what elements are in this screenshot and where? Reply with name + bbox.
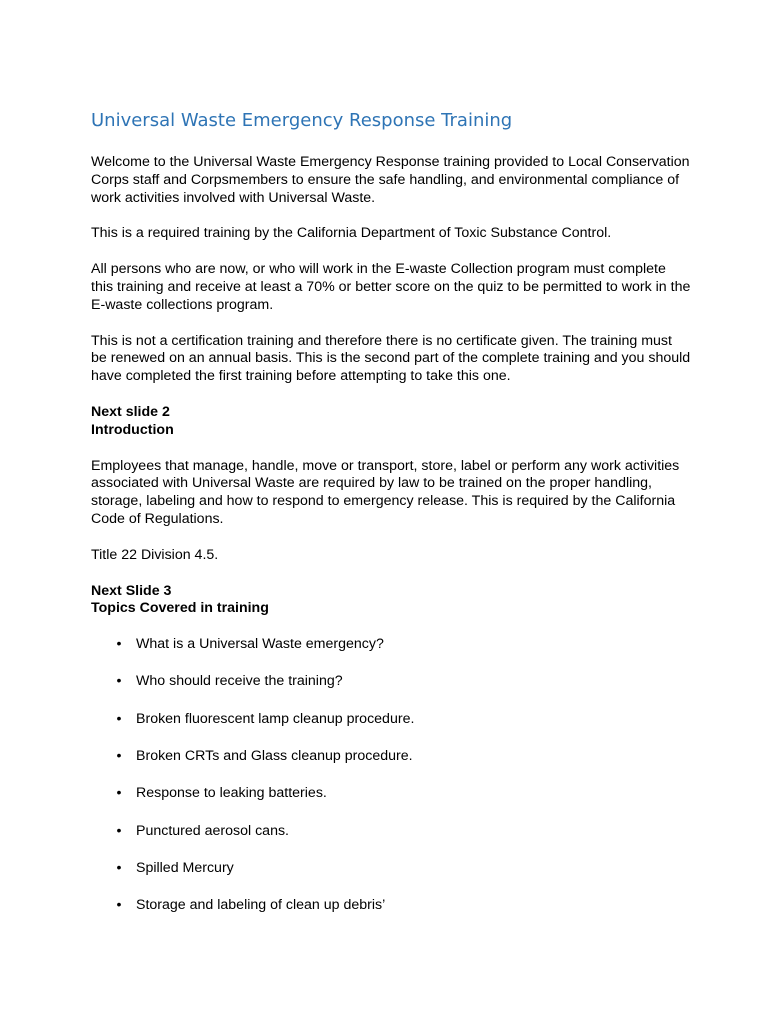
intro-paragraph-required: This is a required training by the California Department of Toxic Substance Control. xyxy=(91,225,612,242)
bullet-icon: • xyxy=(116,636,122,653)
bullet-icon: • xyxy=(116,710,122,727)
bullet-icon: • xyxy=(116,897,122,914)
list-item-text: Spilled Mercury xyxy=(136,859,234,876)
slide2-paragraph-employees: Employees that manage, handle, move or transport, store, label or perform any work activities associated with Universal Waste are required by law to be trained on the proper handling, storage, labeling and how to respond to emergency release. This is required by the California Code of Regulations. xyxy=(91,457,680,527)
list-item xyxy=(91,897,691,915)
slide3-label: Next Slide 3 xyxy=(91,582,172,599)
intro-paragraph-welcome: Welcome to the Universal Waste Emergency Response training provided to Local Conservation Corps staff and Corpsmembers to ensure the safe handling, and environmental compliance of work activities involved with Universal Waste. xyxy=(91,154,690,206)
list-item xyxy=(91,711,691,729)
list-item-text: Punctured aerosol cans. xyxy=(136,822,290,839)
intro-paragraph-certification: This is not a certification training and therefore there is no certificate given. The training must be renewed on an annual basis. This is the second part of the complete training and you should have completed the first training before attempting to take this one. xyxy=(91,332,691,385)
list-item-text: Broken fluorescent lamp cleanup procedure. xyxy=(136,710,415,727)
bullet-icon: • xyxy=(116,785,122,802)
list-item xyxy=(91,673,691,691)
list-item xyxy=(91,860,691,878)
document-page xyxy=(91,108,691,935)
slide3-heading: Topics Covered in training xyxy=(91,600,269,617)
slide3-heading-block xyxy=(91,583,691,619)
list-item-text: Storage and labeling of clean up debris’ xyxy=(136,897,386,914)
list-item xyxy=(91,748,691,766)
slide2-heading-block xyxy=(91,404,691,440)
list-item-text: Response to leaking batteries. xyxy=(136,785,327,802)
bullet-icon: • xyxy=(116,859,122,876)
slide2-heading: Introduction xyxy=(91,421,174,438)
list-item xyxy=(91,636,691,654)
list-item xyxy=(91,785,691,803)
list-item xyxy=(91,823,691,841)
slide2-paragraph-title22: Title 22 Division 4.5. xyxy=(91,546,219,563)
slide2-label: Next slide 2 xyxy=(91,403,170,420)
intro-paragraph-persons: All persons who are now, or who will work in the E-waste Collection program must complete this training and receive at least a 70% or better score on the quiz to be permitted to work in the E-waste collections program. xyxy=(91,261,691,313)
document-title: Universal Waste Emergency Response Training xyxy=(91,110,513,131)
bullet-icon: • xyxy=(116,673,122,690)
bullet-icon: • xyxy=(116,748,122,765)
topics-list xyxy=(91,636,691,915)
list-item-text: Broken CRTs and Glass cleanup procedure. xyxy=(136,748,413,765)
bullet-icon: • xyxy=(116,822,122,839)
list-item-text: Who should receive the training? xyxy=(136,673,343,690)
list-item-text: What is a Universal Waste emergency? xyxy=(136,636,384,653)
